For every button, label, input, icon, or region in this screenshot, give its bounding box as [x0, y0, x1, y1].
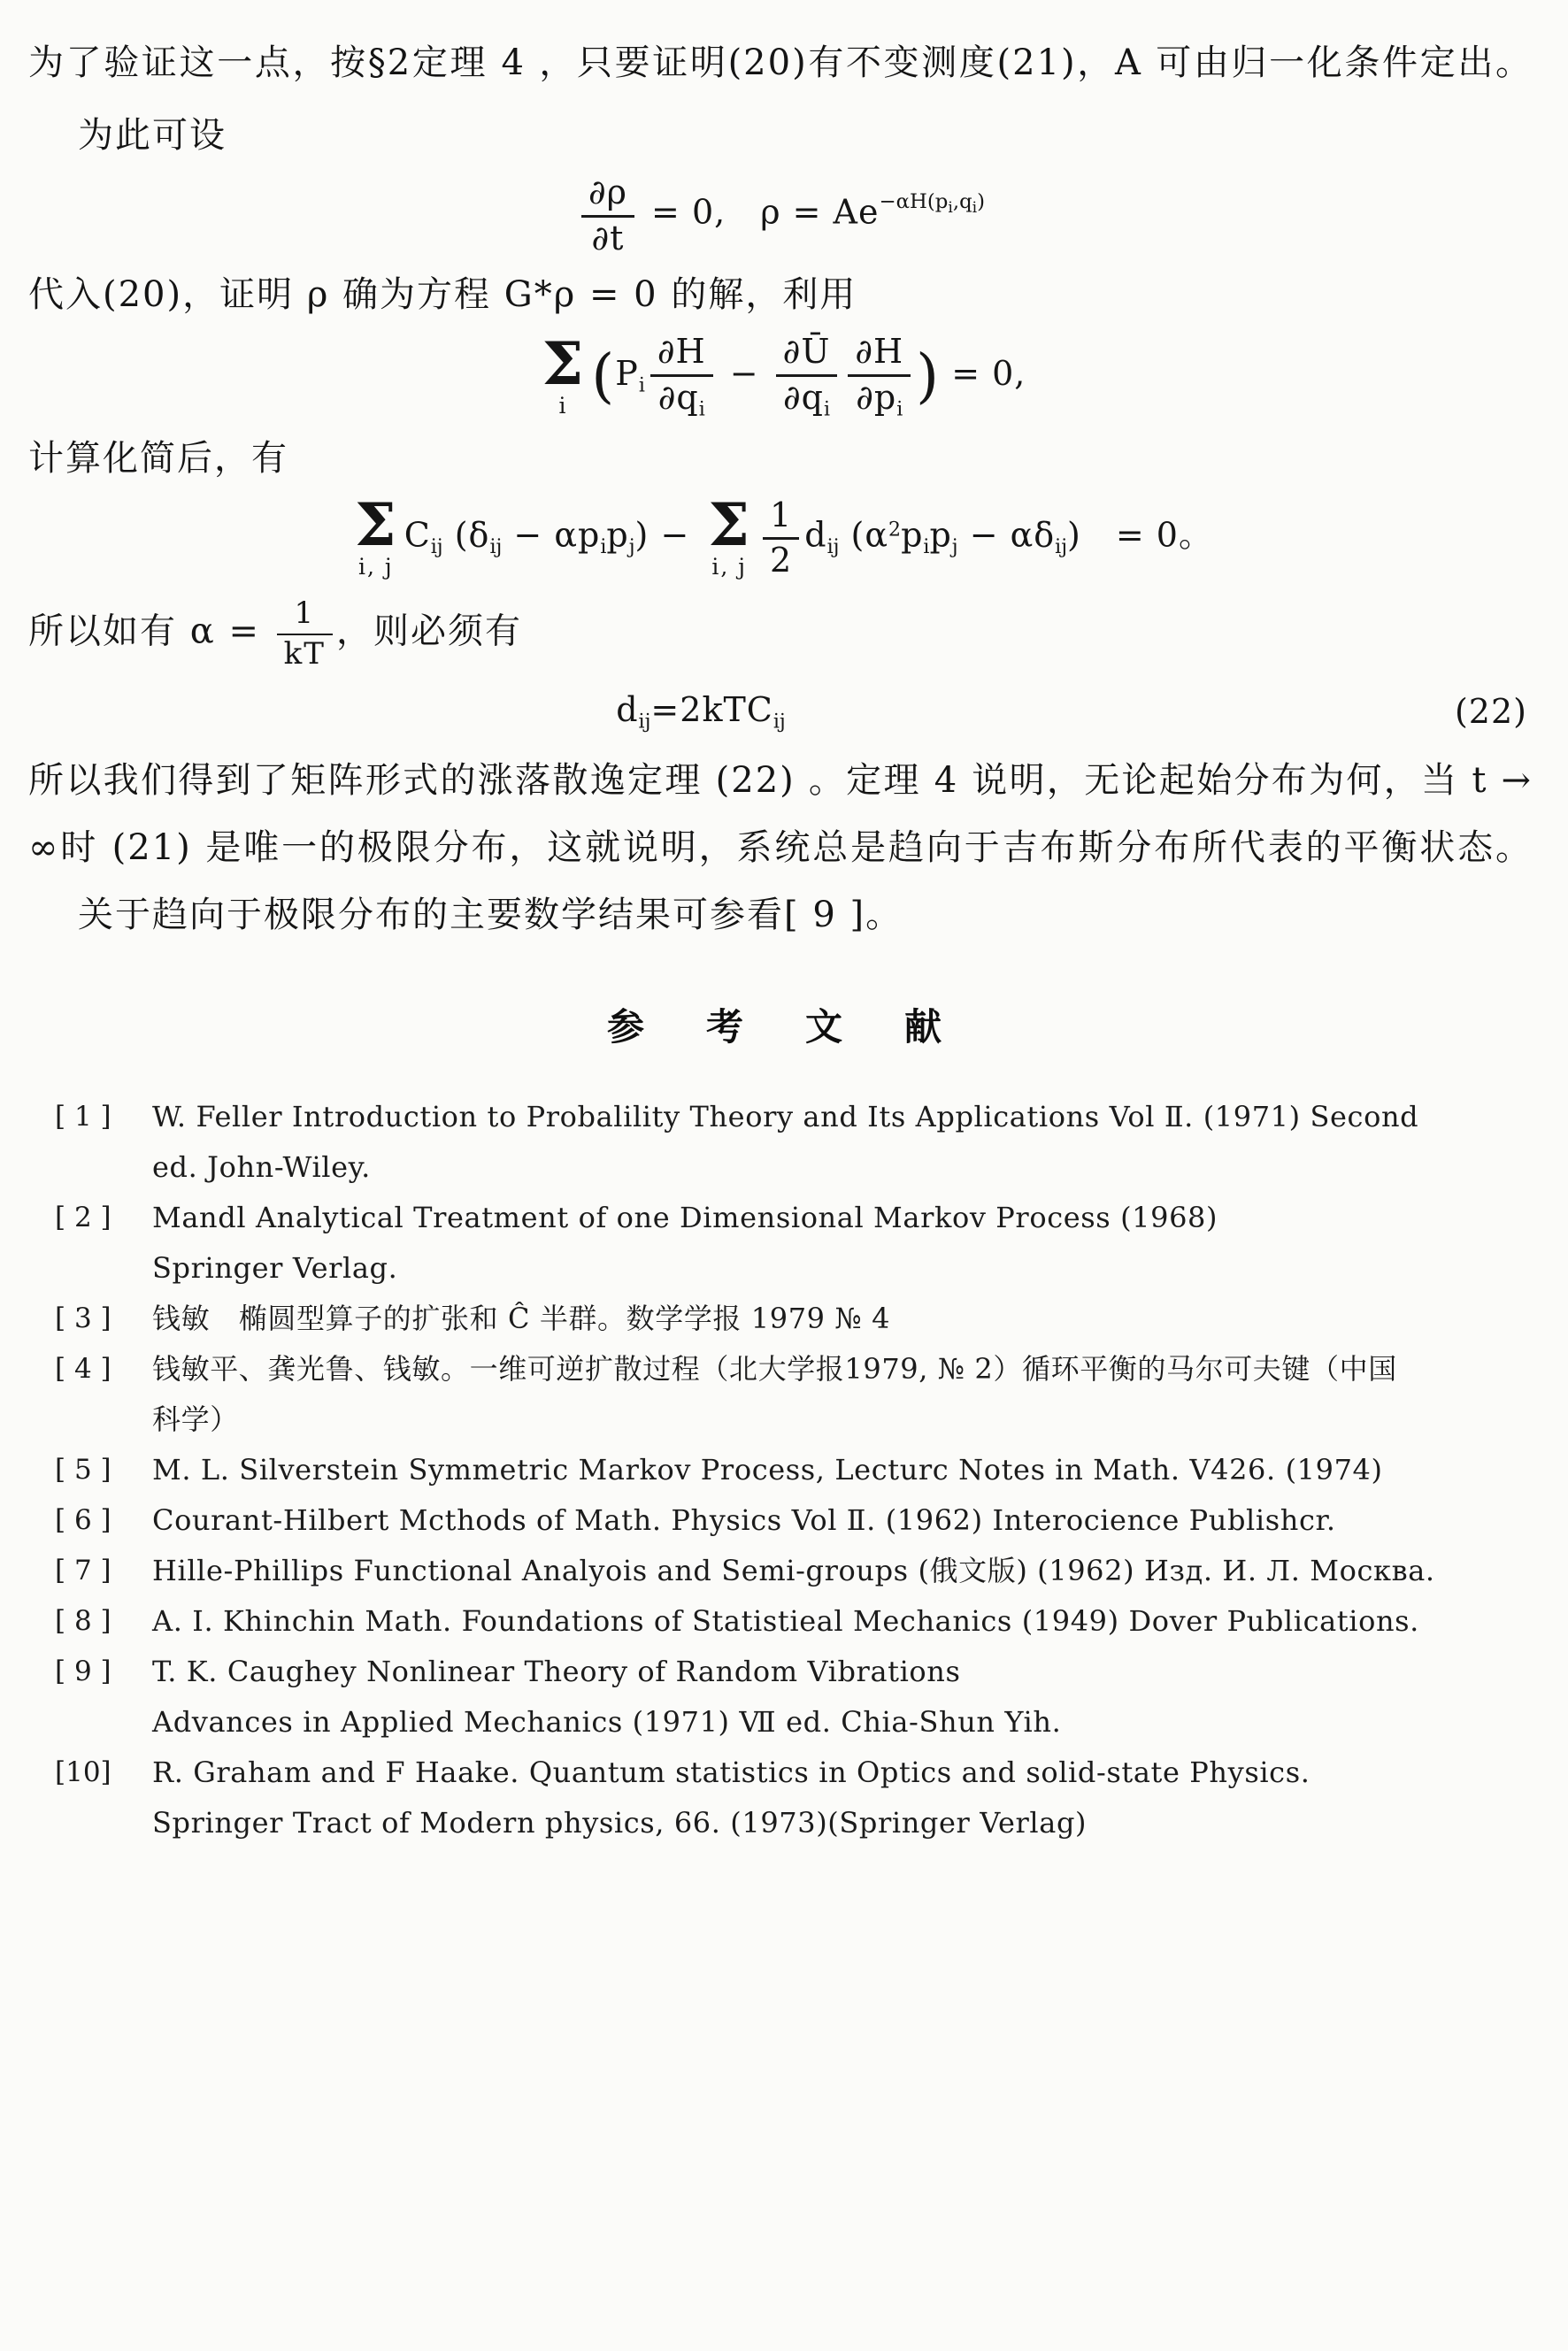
reference-body — [152, 1294, 1533, 1344]
reference-line: 科学） — [152, 1402, 239, 1437]
reference-line: Hille-Phillips Functional Analyois and Semi-groups (俄文版) (1962) Изд. И. Л. Москва. — [152, 1554, 1435, 1588]
paragraph-simplify: 计算化简后，有 — [28, 437, 288, 479]
reference-body — [152, 1546, 1533, 1596]
summation-sigma: Σ i, j — [708, 490, 751, 580]
reference-label: [ 8 ] — [55, 1605, 111, 1638]
paragraph-conclusion-line1: 所以我们得到了矩阵形式的涨落散逸定理 (22) 。定理 4 说明，无论起始分布为何，当 t → — [28, 760, 1533, 802]
fraction: $\frac{1}{kT}$ — [277, 598, 333, 670]
equation-fluctuation-sum: Σ i, j $C_{ij}$ $(\delta_{ij} - \alpha p_ip_j)$ − Σ i, j $\frac{1}{2}$ $d_{ij}$ $(\alpha^2p_ip_j - \alpha\delta_{ij})$ = 0。 — [355, 490, 1213, 580]
references-heading: 参 考 文 献 — [606, 1005, 954, 1049]
reference-line: W. Feller Introduction to Probalility Theory and Its Applications Vol Ⅱ. (1971) Second — [152, 1100, 1419, 1134]
reference-line: R. Graham and F Haake. Quantum statistics in Optics and solid-state Physics. — [152, 1756, 1311, 1790]
equation-hamiltonian-sum: Σ i ($P_i$ $\frac{\partial H}{\partial q_i}$ − $\frac{\partial Ū}{\partial q_i}$ $\frac{\partial H}{\partial p_i}$ ) = 0, — [542, 328, 1026, 421]
reference-item-9 — [28, 1647, 1533, 1748]
equation-22-number: (22) — [1454, 692, 1527, 732]
fraction: $\frac{1}{2}$ — [763, 496, 799, 580]
reference-body — [152, 1748, 1533, 1848]
reference-item-2 — [28, 1193, 1533, 1294]
reference-body — [152, 1495, 1533, 1546]
reference-label: [10] — [55, 1756, 111, 1789]
fraction: $\frac{\partial H}{\partial p_i}$ — [848, 333, 911, 420]
reference-line: Advances in Applied Mechanics (1971) Ⅶ ed. Chia-Shun Yih. — [152, 1705, 1062, 1740]
reference-line: ed. John-Wiley. — [152, 1150, 371, 1185]
reference-body — [152, 1445, 1533, 1495]
reference-label: [ 7 ] — [55, 1555, 111, 1587]
page-content — [28, 41, 1533, 1848]
equation-22-body: $d_{ij}=2kTC_{ij}$ — [616, 689, 786, 734]
reference-label: [ 2 ] — [55, 1202, 111, 1234]
reference-body — [152, 1193, 1533, 1294]
paragraph-alpha-condition: 所以如有 α = $\frac{1}{kT}$ ，则必须有 — [28, 595, 522, 672]
reference-line: T. K. Caughey Nonlinear Theory of Random Vibrations — [152, 1655, 961, 1689]
reference-body — [152, 1344, 1533, 1445]
reference-line: Courant-Hilbert Mcthods of Math. Physics Vol Ⅱ. (1962) Interocience Publishcr. — [152, 1503, 1336, 1538]
reference-item-10 — [28, 1748, 1533, 1848]
fraction: $\frac{\partial Ū}{\partial q_i}$ — [776, 333, 838, 420]
reference-label: [ 6 ] — [55, 1504, 111, 1537]
fraction: $\frac{\partial H}{\partial q_i}$ — [650, 333, 713, 420]
equation-22 — [28, 690, 1533, 734]
reference-line: Mandl Analytical Treatment of one Dimensional Markov Process (1968) — [152, 1201, 1218, 1235]
reference-line: 钱敏 椭圆型算子的扩张和 Ĉ 半群。数学学报 1979 № 4 — [152, 1302, 891, 1336]
reference-label: [ 1 ] — [55, 1101, 111, 1133]
reference-item-4 — [28, 1344, 1533, 1445]
reference-line: Springer Verlag. — [152, 1251, 398, 1286]
reference-item-7 — [28, 1546, 1533, 1596]
summation-sigma: Σ i — [542, 328, 585, 419]
reference-body — [152, 1596, 1533, 1647]
paragraph-substitute: 代入(20)，证明 ρ 确为方程 G*ρ = 0 的解，利用 — [28, 273, 857, 315]
reference-label: [ 5 ] — [55, 1454, 111, 1487]
reference-body — [152, 1092, 1533, 1193]
reference-label: [ 3 ] — [55, 1302, 111, 1335]
paragraph-setup: 为此可设 — [78, 115, 227, 156]
fraction: $\frac{\partial\rho}{\partial t}$ — [581, 173, 634, 257]
references-list — [28, 1092, 1533, 1848]
paragraph-see-reference: 关于趋向于极限分布的主要数学结果可参看[ 9 ]。 — [78, 895, 903, 936]
reference-line: M. L. Silverstein Symmetric Markov Process, Lecturc Notes in Math. V426. (1974) — [152, 1453, 1383, 1487]
reference-item-6 — [28, 1495, 1533, 1546]
reference-item-8 — [28, 1596, 1533, 1647]
paragraph-verification: 为了验证这一点，按§2定理 4 ，只要证明(20)有不变测度(21)，A 可由归一化条件定出。 — [28, 42, 1533, 83]
reference-body — [152, 1647, 1533, 1748]
paragraph-conclusion-line2: ∞时 (21) 是唯一的极限分布，这就说明，系统总是趋向于吉布斯分布所代表的平衡状态。 — [28, 827, 1533, 869]
reference-line: Springer Tract of Modern physics, 66. (1973)(Springer Verlag) — [152, 1806, 1088, 1840]
reference-item-3 — [28, 1294, 1533, 1344]
reference-line: 钱敏平、龚光鲁、钱敏。一维可逆扩散过程（北大学报1979, № 2）循环平衡的马尔可夫键（中国 — [152, 1352, 1397, 1387]
reference-item-1 — [28, 1092, 1533, 1193]
reference-line: A. I. Khinchin Math. Foundations of Statistieal Mechanics (1949) Dover Publications. — [152, 1604, 1419, 1639]
summation-sigma: Σ i, j — [355, 490, 397, 580]
reference-label: [ 9 ] — [55, 1656, 111, 1688]
equation-stationary-density: $\frac{\partial\rho}{\partial t}$ = 0, $\rho = Ae^{-\alpha H(p_i,q_i)}$ — [28, 173, 1533, 257]
reference-item-5 — [28, 1445, 1533, 1495]
reference-label: [ 4 ] — [55, 1353, 111, 1386]
